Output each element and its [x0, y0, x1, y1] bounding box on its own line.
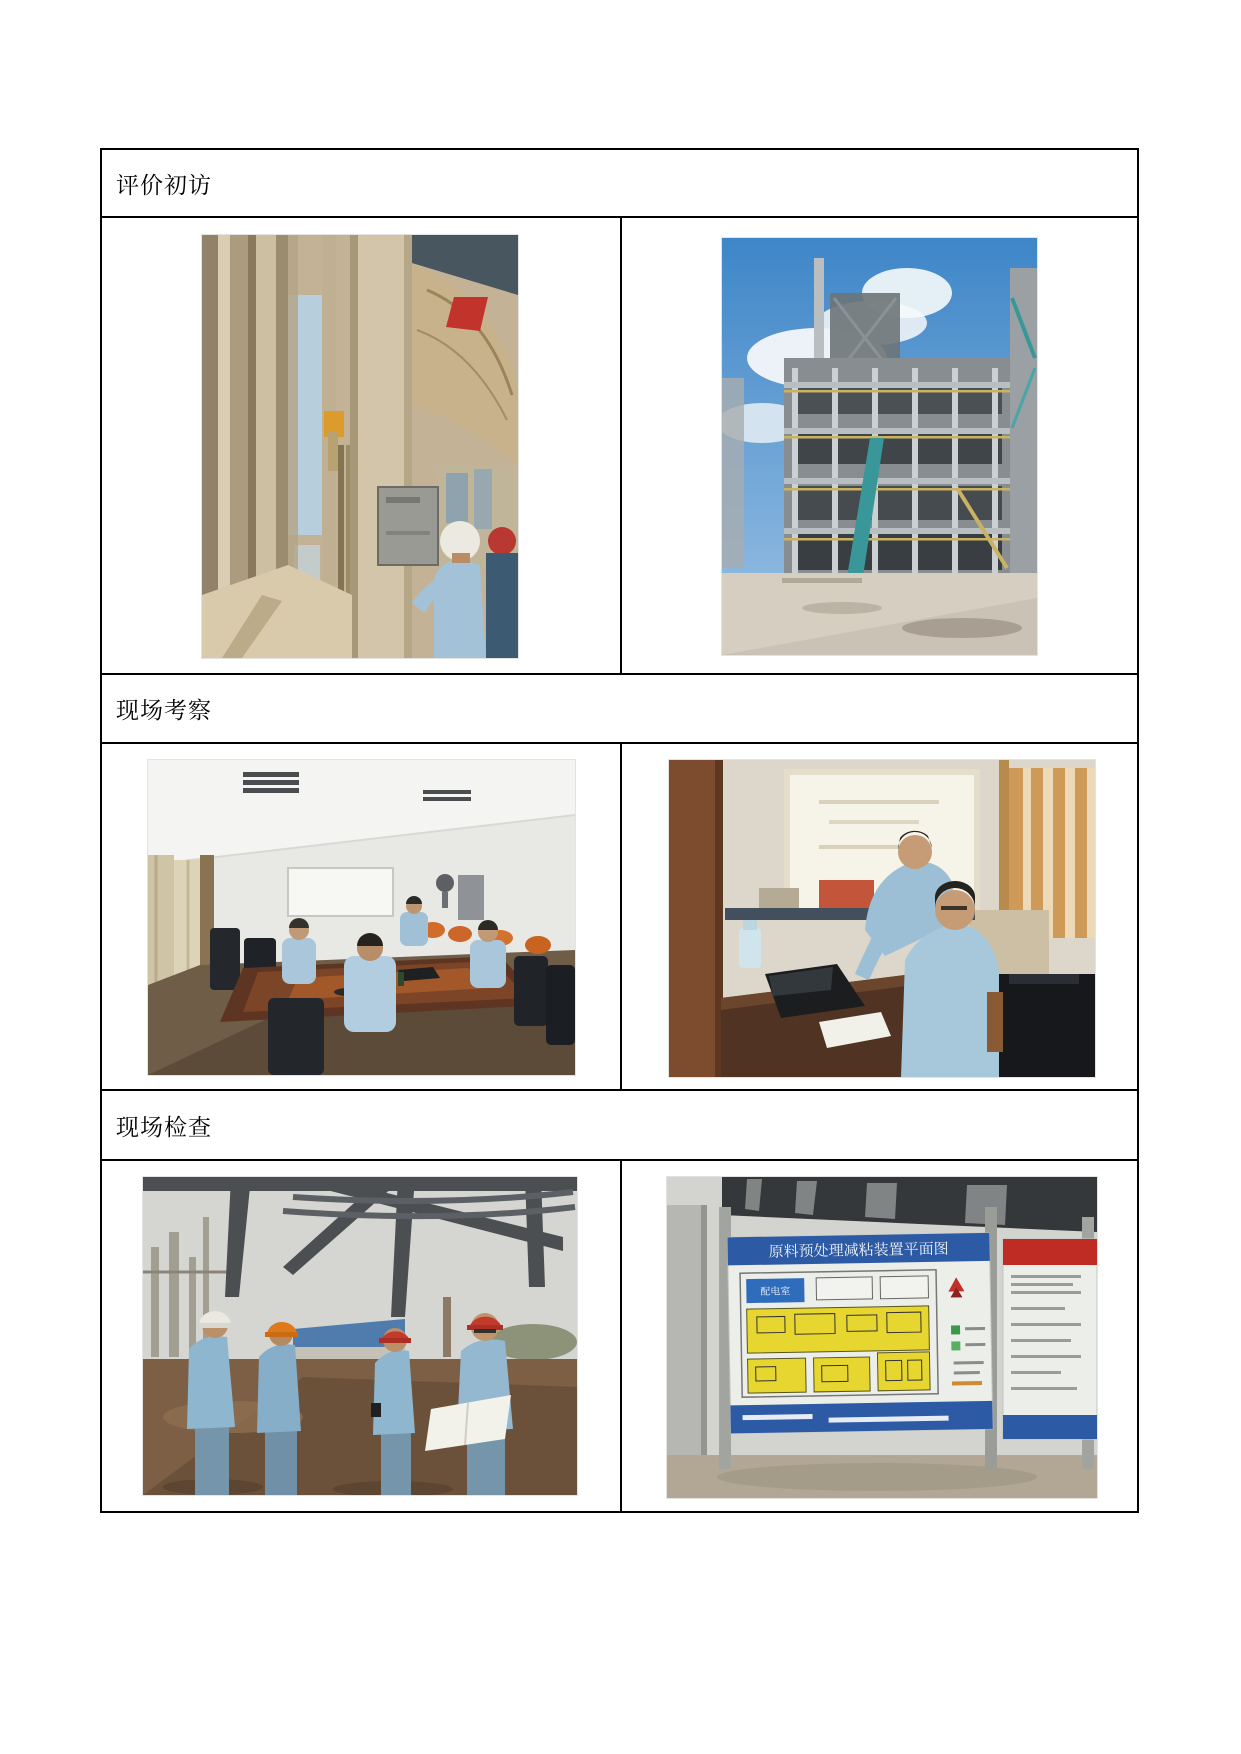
photo-layout-board-image	[667, 1177, 1097, 1498]
section-header-initial-visit	[102, 150, 1137, 218]
photo-workers-discussion-image	[143, 1177, 577, 1495]
section-label: 评价初访	[116, 172, 212, 198]
board-room-label-text: 配电室	[760, 1286, 791, 1298]
photo-layout-board	[666, 1176, 1098, 1499]
photo-cell	[622, 744, 1137, 1089]
photo-row-site-survey	[102, 744, 1137, 1091]
section-label: 现场检查	[116, 1114, 212, 1140]
board-title-text: 原料预处理减粘装置平面图	[768, 1241, 949, 1261]
photo-cell	[622, 1161, 1137, 1511]
photo-piping-inspection	[201, 234, 519, 659]
section-header-site-survey	[102, 675, 1137, 744]
photo-plant-structure-image	[722, 238, 1037, 655]
photo-cell	[622, 218, 1137, 673]
section-header-site-inspection	[102, 1091, 1137, 1161]
photo-office-review-image	[669, 760, 1095, 1077]
photo-workers-discussion	[142, 1176, 578, 1496]
main-board	[727, 1233, 992, 1434]
photo-cell	[102, 1161, 622, 1511]
photo-row-site-inspection	[102, 1161, 1137, 1511]
photo-office-review	[668, 759, 1096, 1078]
photo-piping-inspection-image	[202, 235, 518, 658]
photo-cell	[102, 744, 622, 1089]
photo-cell	[102, 218, 622, 673]
side-board	[1003, 1239, 1097, 1439]
photo-row-initial-visit	[102, 218, 1137, 675]
photo-conference-meeting-image	[148, 760, 575, 1075]
photo-conference-meeting	[147, 759, 576, 1076]
section-label: 现场考察	[116, 698, 212, 723]
photo-table	[100, 148, 1139, 1513]
photo-plant-structure	[721, 237, 1038, 656]
